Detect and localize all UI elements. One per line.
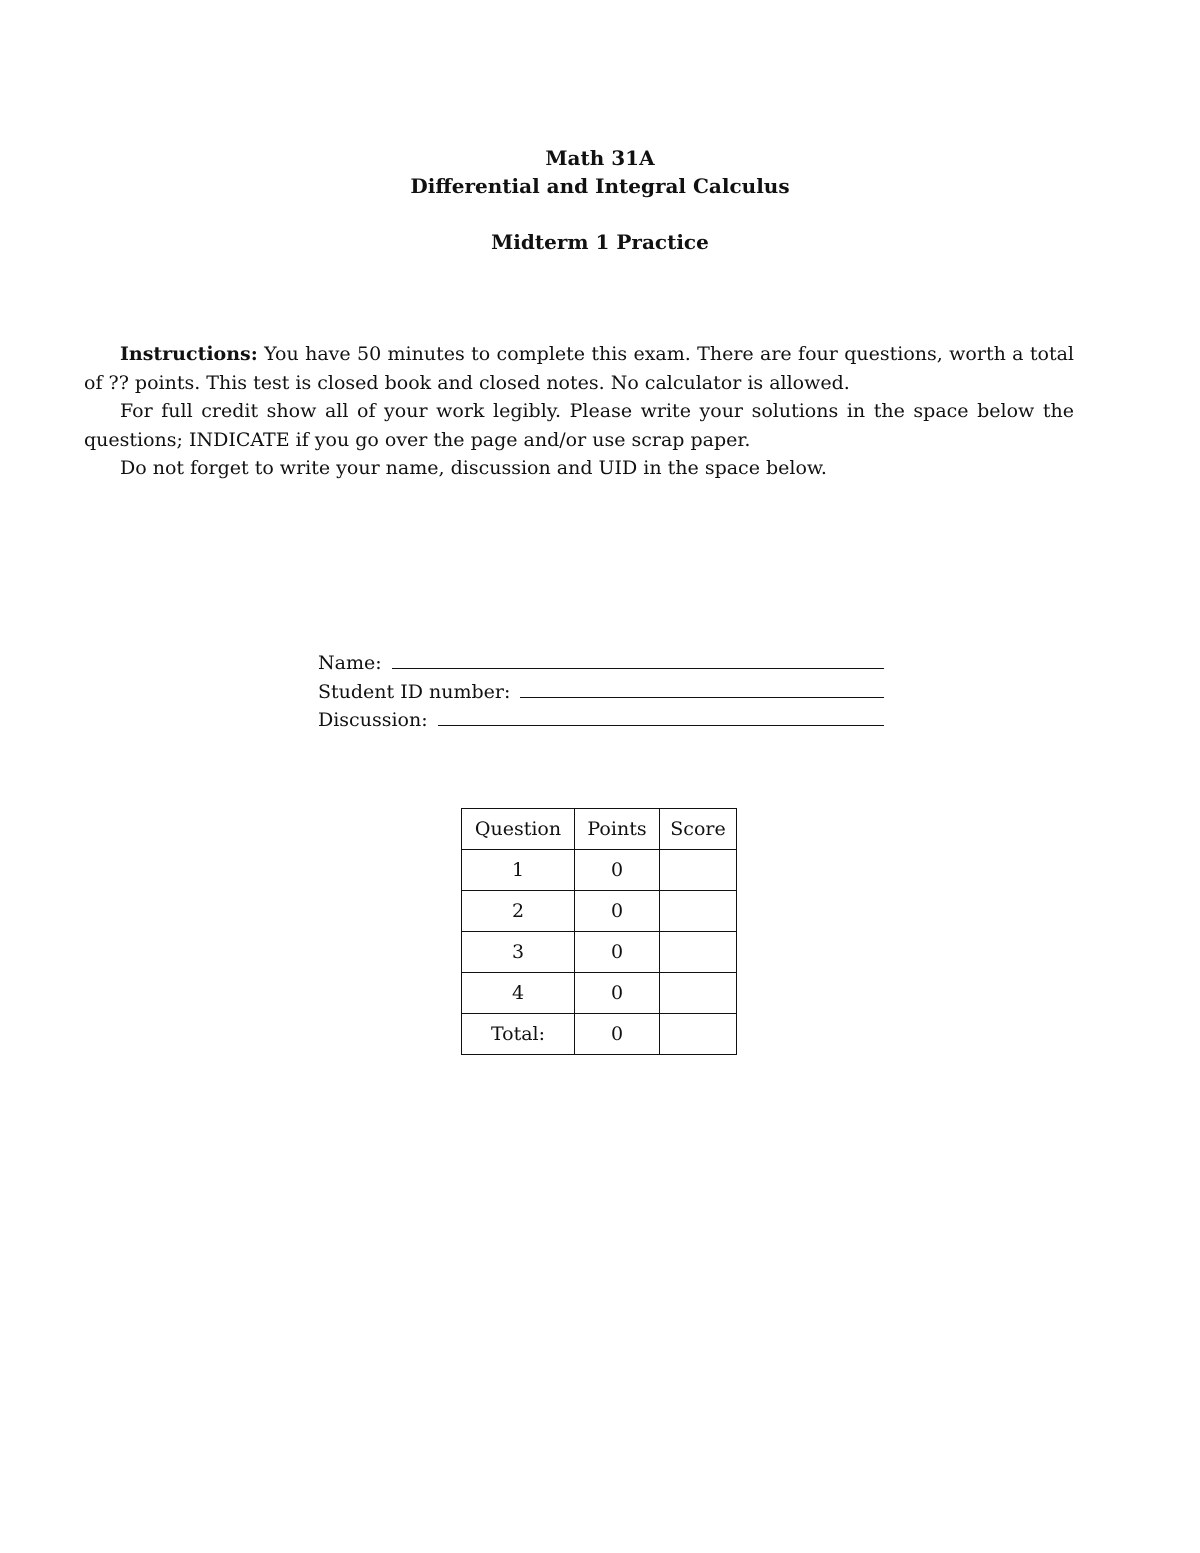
header-points: Points: [575, 809, 660, 850]
score-cell: [660, 850, 737, 891]
table-row-total: [462, 1014, 737, 1055]
instructions-text-1: You have 50 minutes to complete this exam. There are four questions, worth a total of ?? points. This test is closed book and closed notes. No calculator is allowed.: [84, 343, 1074, 394]
course-number: Math 31A: [545, 146, 655, 170]
total-label-cell: Total:: [462, 1014, 575, 1055]
instructions-label: Instructions:: [120, 343, 258, 365]
score-cell: [660, 932, 737, 973]
points-cell: 0: [575, 850, 660, 891]
score-cell: [660, 973, 737, 1014]
header-score: Score: [660, 809, 737, 850]
points-cell: 0: [575, 973, 660, 1014]
instructions-paragraph-1: [84, 340, 1074, 397]
discussion-line[interactable]: [438, 705, 884, 726]
instructions-paragraph-3: Do not forget to write your name, discussion and UID in the space below.: [120, 457, 827, 479]
discussion-row: [318, 705, 884, 734]
student-id-line[interactable]: [520, 677, 884, 698]
instructions-block: [84, 340, 1074, 483]
discussion-label: Discussion:: [318, 709, 428, 731]
points-cell: 0: [575, 891, 660, 932]
table-row: [462, 850, 737, 891]
question-cell: 2: [462, 891, 575, 932]
score-table: [461, 808, 737, 1055]
total-points-cell: 0: [575, 1014, 660, 1055]
question-cell: 1: [462, 850, 575, 891]
score-table-header-row: [462, 809, 737, 850]
name-label: Name:: [318, 652, 382, 674]
table-row: [462, 891, 737, 932]
instructions-paragraph-2: For full credit show all of your work legibly. Please write your solutions in the space below the questions; INDICATE if you go over the page and/or use scrap paper.: [84, 400, 1074, 451]
header-question: Question: [462, 809, 575, 850]
exam-header: [0, 144, 1200, 256]
total-score-cell: [660, 1014, 737, 1055]
name-line[interactable]: [392, 648, 884, 669]
question-cell: 4: [462, 973, 575, 1014]
student-id-row: [318, 677, 884, 706]
score-cell: [660, 891, 737, 932]
student-info-fields: [318, 648, 884, 734]
points-cell: 0: [575, 932, 660, 973]
exam-title: Midterm 1 Practice: [491, 230, 709, 254]
student-id-label: Student ID number:: [318, 680, 511, 703]
table-row: [462, 973, 737, 1014]
question-cell: 3: [462, 932, 575, 973]
name-row: [318, 648, 884, 677]
table-row: [462, 932, 737, 973]
course-title: Differential and Integral Calculus: [410, 174, 790, 198]
